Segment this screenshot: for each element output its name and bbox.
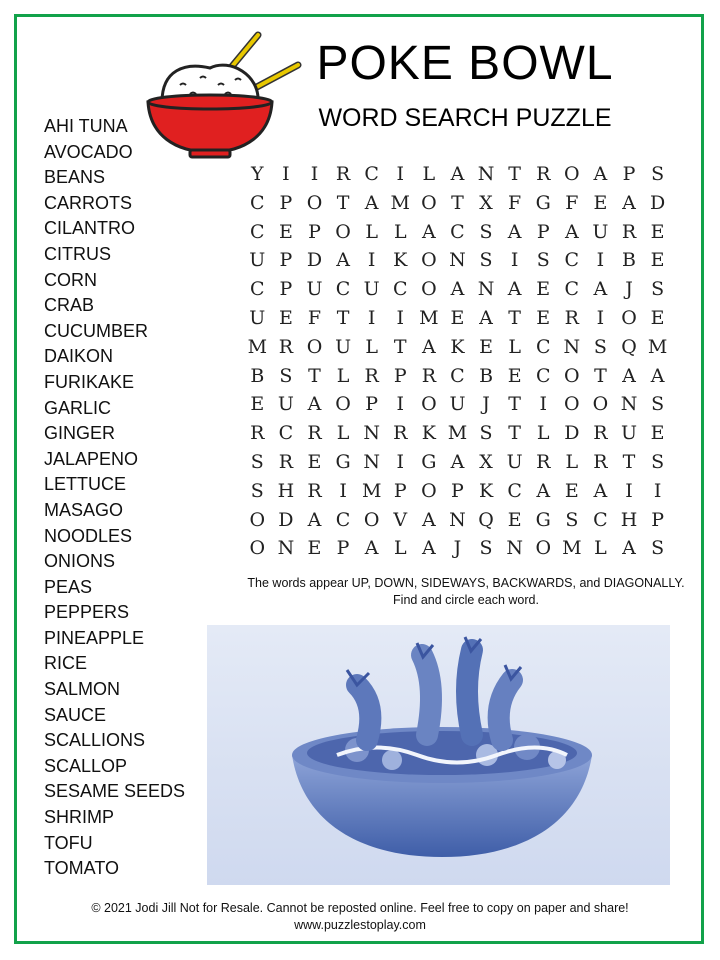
grid-letter[interactable]: E [507, 508, 522, 531]
grid-letter[interactable]: M [647, 335, 668, 358]
grid-letter[interactable]: P [622, 163, 636, 185]
grid-letter[interactable]: E [564, 479, 579, 502]
word-list-item: ONIONS [44, 551, 116, 572]
grid-letter[interactable]: P [393, 479, 407, 502]
grid-letter[interactable]: A [450, 163, 465, 185]
grid-letter[interactable]: O [421, 479, 437, 502]
grid-letter[interactable]: F [565, 191, 579, 214]
grid-letter[interactable]: X [479, 191, 493, 214]
grid-letter[interactable]: O [335, 220, 351, 243]
grid-letter[interactable]: L [336, 422, 350, 445]
grid-letter[interactable]: R [593, 450, 608, 473]
grid-letter[interactable]: T [451, 191, 464, 214]
grid-letter[interactable]: O [592, 393, 609, 416]
grid-letter[interactable]: S [565, 508, 579, 531]
grid-letter[interactable]: L [365, 220, 378, 243]
grid-letter[interactable]: A [307, 508, 322, 531]
grid-letter[interactable]: I [510, 249, 519, 272]
grid-letter[interactable]: I [339, 479, 347, 502]
grid-letter[interactable]: P [536, 220, 550, 243]
grid-letter[interactable]: O [535, 537, 552, 560]
word-list-item: CARROTS [44, 192, 133, 213]
word-list-item: CUCUMBER [44, 320, 149, 341]
grid-letter[interactable]: H [277, 479, 295, 502]
grid-letter[interactable]: E [479, 335, 493, 358]
grid-letter[interactable]: A [307, 393, 322, 416]
grid-letter[interactable]: T [336, 191, 350, 214]
grid-letter[interactable]: C [392, 278, 408, 301]
grid-letter[interactable]: K [393, 249, 408, 272]
word-list-item: CORN [44, 269, 97, 290]
grid-letter[interactable]: J [482, 393, 490, 416]
grid-letter[interactable]: N [477, 163, 495, 185]
grid-letter[interactable]: U [249, 306, 266, 329]
grid-letter[interactable]: O [564, 163, 580, 185]
word-list-item: DAIKON [44, 346, 114, 367]
grid-letter[interactable]: P [279, 249, 293, 272]
word-list-item: PINEAPPLE [44, 627, 145, 648]
grid-letter[interactable]: E [250, 393, 265, 416]
grid-letter[interactable]: N [620, 393, 638, 416]
grid-letter[interactable]: S [651, 278, 665, 301]
grid-letter[interactable]: M [419, 306, 439, 329]
grid-letter[interactable]: B [622, 249, 636, 272]
grid-letter[interactable]: R [307, 479, 322, 502]
grid-letter[interactable]: O [249, 508, 266, 531]
grid-letter[interactable]: A [564, 220, 579, 243]
copyright-text: © 2021 Jodi Jill Not for Resale. Cannot be reposted online. Feel free to copy on paper and share! [91, 901, 629, 915]
grid-letter[interactable]: S [593, 335, 607, 358]
grid-letter[interactable]: A [364, 537, 379, 560]
grid-letter[interactable]: I [396, 163, 405, 185]
grid-letter[interactable]: A [593, 479, 608, 502]
grid-letter[interactable]: G [335, 450, 351, 473]
footer [20, 900, 700, 934]
grid-letter[interactable]: I [396, 393, 405, 416]
grid-letter[interactable]: A [421, 508, 436, 531]
grid-letter[interactable]: A [507, 278, 522, 301]
grid-letter[interactable]: E [307, 537, 322, 560]
grid-letter[interactable]: T [622, 450, 636, 473]
grid-letter[interactable]: S [479, 249, 493, 272]
grid-letter[interactable]: H [620, 508, 638, 531]
grid-letter[interactable]: A [450, 450, 465, 473]
grid-letter[interactable]: I [625, 479, 633, 502]
grid-letter[interactable]: L [336, 364, 350, 387]
grid-letter[interactable]: U [506, 450, 523, 473]
word-list-item: TOMATO [44, 858, 120, 879]
word-list-item: PEAS [44, 576, 93, 597]
grid-letter[interactable]: E [650, 249, 665, 272]
word-list-item: SALMON [44, 679, 121, 700]
grid-letter[interactable]: L [365, 335, 378, 358]
word-list-item: PEPPERS [44, 602, 130, 623]
grid-letter[interactable]: R [278, 450, 294, 473]
grid-letter[interactable]: T [508, 163, 521, 185]
word-list-item: CITRUS [44, 243, 111, 264]
grid-letter[interactable]: A [507, 220, 522, 243]
instructions-line-2: Find and circle each word. [393, 593, 539, 607]
grid-letter[interactable]: N [277, 537, 295, 560]
grid-letter[interactable]: C [593, 508, 608, 531]
grid-letter[interactable]: U [621, 422, 638, 445]
grid-letter[interactable]: L [422, 163, 436, 185]
grid-letter[interactable]: C [335, 278, 351, 301]
word-list-item: MASAGO [44, 499, 124, 520]
grid-letter[interactable]: O [421, 249, 437, 272]
grid-letter[interactable]: S [479, 220, 493, 243]
grid-letter[interactable]: T [594, 364, 607, 387]
grid-letter[interactable]: E [307, 450, 322, 473]
grid-letter[interactable]: R [593, 422, 608, 445]
grid-letter[interactable]: C [507, 479, 522, 502]
grid-letter[interactable]: E [507, 364, 522, 387]
grid-letter[interactable]: O [564, 393, 580, 416]
grid-letter[interactable]: N [506, 537, 523, 560]
word-list-item: CRAB [44, 295, 95, 316]
letter-grid [243, 160, 675, 563]
grid-letter[interactable]: U [306, 278, 323, 301]
grid-letter[interactable]: S [479, 537, 493, 560]
grid-letter[interactable]: R [421, 364, 437, 387]
grid-letter[interactable]: C [335, 508, 351, 531]
grid-letter[interactable]: E [536, 306, 551, 329]
grid-letter[interactable]: P [279, 191, 293, 214]
word-list-item: LETTUCE [44, 474, 127, 495]
grid-letter[interactable]: A [622, 364, 636, 387]
word-list-item: SESAME SEEDS [44, 781, 186, 802]
grid-letter[interactable]: T [508, 422, 521, 445]
grid-letter[interactable]: A [650, 364, 665, 387]
grid-letter[interactable]: K [450, 335, 465, 358]
word-list-item: FURIKAKE [44, 371, 135, 392]
page-title: POKE BOWL [316, 37, 614, 90]
grid-letter[interactable]: V [393, 508, 408, 531]
grid-letter[interactable]: A [450, 278, 465, 301]
title-block [300, 38, 630, 133]
grid-letter[interactable]: N [363, 450, 380, 473]
grid-letter[interactable]: J [625, 278, 633, 301]
grid-letter[interactable]: C [535, 364, 551, 387]
grid-letter[interactable]: E [650, 220, 665, 243]
grid-letter[interactable]: S [651, 163, 665, 185]
grid-letter[interactable]: B [479, 364, 494, 387]
word-list-item: JALAPENO [44, 448, 139, 469]
grid-letter[interactable]: F [307, 306, 322, 329]
grid-letter[interactable]: K [478, 479, 494, 502]
grid-letter[interactable]: I [596, 306, 605, 329]
grid-letter[interactable]: U [277, 393, 294, 416]
word-list [44, 114, 214, 882]
grid-letter[interactable]: I [367, 306, 376, 329]
grid-letter[interactable]: J [453, 537, 462, 560]
grid-letter[interactable]: L [393, 220, 407, 243]
word-list-item: GINGER [44, 423, 116, 444]
grid-letter[interactable]: C [278, 422, 294, 445]
grid-letter[interactable]: T [508, 306, 521, 329]
instructions [236, 575, 696, 609]
grid-letter[interactable]: P [279, 278, 293, 301]
grid-letter[interactable]: C [450, 220, 465, 243]
grid-letter[interactable]: I [396, 450, 405, 473]
grid-letter[interactable]: N [449, 508, 466, 531]
grid-letter[interactable]: A [622, 537, 636, 560]
grid-letter[interactable]: E [650, 422, 665, 445]
grid-letter[interactable]: E [593, 191, 608, 214]
grid-letter[interactable]: A [536, 479, 551, 502]
word-list-item: BEANS [44, 167, 106, 188]
grid-letter[interactable]: R [621, 220, 637, 243]
grid-letter[interactable]: C [450, 364, 465, 387]
grid-letter[interactable]: F [508, 191, 522, 214]
grid-letter[interactable]: A [364, 191, 379, 214]
grid-letter[interactable]: R [393, 422, 408, 445]
grid-letter[interactable]: I [282, 163, 290, 185]
word-list-item: NOODLES [44, 525, 133, 546]
grid-letter[interactable]: I [310, 163, 319, 185]
grid-letter[interactable]: D [564, 422, 580, 445]
word-list-item: SCALLIONS [44, 730, 146, 751]
grid-letter[interactable]: I [367, 249, 376, 272]
grid-letter[interactable]: C [364, 163, 379, 185]
grid-letter[interactable]: G [535, 508, 551, 531]
grid-letter[interactable]: P [451, 479, 464, 502]
grid-letter[interactable]: X [479, 450, 493, 473]
grid-letter[interactable]: R [250, 422, 265, 445]
grid-letter[interactable]: A [593, 163, 608, 185]
grid-letter[interactable]: G [421, 450, 437, 473]
grid-letter[interactable]: C [564, 278, 580, 301]
grid-letter[interactable]: P [336, 537, 350, 560]
grid-letter[interactable]: L [594, 537, 607, 560]
grid-letter[interactable]: E [278, 306, 293, 329]
grid-letter[interactable]: O [421, 191, 437, 214]
word-list-item: AHI TUNA [44, 116, 128, 136]
grid-letter[interactable]: O [421, 393, 437, 416]
word-list-item: SHRIMP [44, 807, 115, 828]
grid-letter[interactable]: P [393, 364, 407, 387]
grid-letter[interactable]: L [565, 450, 579, 473]
grid-letter[interactable]: L [508, 335, 521, 358]
grid-letter[interactable]: C [250, 220, 265, 243]
word-list-item: SCALLOP [44, 755, 128, 776]
grid-letter[interactable]: R [536, 163, 551, 185]
grid-letter[interactable]: A [622, 191, 636, 214]
grid-letter[interactable]: E [536, 278, 551, 301]
grid-letter[interactable]: N [449, 249, 466, 272]
grid-letter[interactable]: L [393, 537, 407, 560]
grid-letter[interactable]: I [396, 306, 405, 329]
grid-letter[interactable]: A [421, 335, 436, 358]
grid-letter[interactable]: R [335, 163, 351, 185]
grid-letter[interactable]: K [421, 422, 436, 445]
grid-letter[interactable]: T [508, 393, 521, 416]
grid-letter[interactable]: I [653, 479, 662, 502]
grid-letter[interactable]: U [449, 393, 466, 416]
grid-letter[interactable]: Q [621, 335, 637, 358]
grid-letter[interactable]: O [249, 537, 266, 560]
grid-letter[interactable]: I [596, 249, 605, 272]
grid-letter[interactable]: S [651, 450, 665, 473]
grid-letter[interactable]: B [250, 364, 265, 387]
grid-letter[interactable]: D [306, 249, 323, 272]
word-list-item: AVOCADO [44, 141, 133, 162]
grid-letter[interactable]: N [563, 335, 581, 358]
grid-letter[interactable]: P [651, 508, 664, 531]
grid-letter[interactable]: C [564, 249, 580, 272]
grid-letter[interactable]: U [335, 335, 352, 358]
website-link[interactable]: www.puzzlestoplay.com [294, 918, 426, 932]
instructions-line-1: The words appear UP, DOWN, SIDEWAYS, BACKWARDS, and DIAGONALLY. [247, 576, 685, 590]
grid-letter[interactable]: P [365, 393, 379, 416]
grid-letter[interactable]: R [536, 450, 551, 473]
grid-letter[interactable]: O [363, 508, 380, 531]
grid-letter[interactable]: C [535, 335, 551, 358]
grid-letter[interactable]: A [421, 220, 436, 243]
grid-letter[interactable]: A [593, 278, 608, 301]
grid-letter[interactable]: C [250, 278, 265, 301]
grid-letter[interactable]: D [278, 508, 294, 531]
grid-letter[interactable]: M [447, 422, 468, 445]
grid-letter[interactable]: T [393, 335, 407, 358]
grid-letter[interactable]: O [306, 191, 323, 214]
grid-letter[interactable]: T [308, 364, 321, 387]
word-list-item: TOFU [44, 832, 93, 853]
grid-letter[interactable]: A [421, 537, 436, 560]
grid-letter[interactable]: I [539, 393, 547, 416]
grid-letter[interactable]: P [308, 220, 321, 243]
grid-letter[interactable]: U [592, 220, 609, 243]
grid-letter[interactable]: M [247, 335, 268, 358]
grid-letter[interactable]: U [363, 278, 380, 301]
grid-letter[interactable]: N [477, 278, 495, 301]
grid-letter[interactable]: S [279, 364, 293, 387]
grid-letter[interactable]: S [651, 393, 665, 416]
grid-letter[interactable]: R [307, 422, 322, 445]
grid-letter[interactable]: G [535, 191, 551, 214]
grid-letter[interactable]: S [250, 479, 264, 502]
grid-letter[interactable]: O [621, 306, 637, 329]
grid-letter[interactable]: U [249, 249, 266, 272]
word-list-item: SAUCE [44, 704, 107, 725]
grid-letter[interactable]: Q [478, 508, 494, 531]
grid-letter[interactable]: L [536, 422, 550, 445]
grid-letter[interactable]: A [479, 306, 493, 329]
grid-letter[interactable]: M [390, 191, 410, 214]
word-list-item: RICE [44, 653, 88, 674]
grid-letter[interactable]: S [250, 450, 264, 473]
grid-letter[interactable]: Y [251, 163, 264, 185]
grid-letter[interactable]: S [651, 537, 665, 560]
grid-letter[interactable]: D [649, 191, 666, 214]
grid-letter[interactable]: O [306, 335, 323, 358]
grid-letter[interactable]: A [336, 249, 350, 272]
grid-letter[interactable]: T [336, 306, 350, 329]
grid-letter[interactable]: S [479, 422, 493, 445]
grid-letter[interactable]: C [250, 191, 265, 214]
grid-letter[interactable]: O [335, 393, 351, 416]
grid-letter[interactable]: R [278, 335, 294, 358]
grid-letter[interactable]: O [421, 278, 437, 301]
grid-letter[interactable]: E [450, 306, 465, 329]
grid-letter[interactable]: R [364, 364, 379, 387]
grid-letter[interactable]: O [564, 364, 580, 387]
grid-letter[interactable]: M [361, 479, 382, 502]
shrimp-poke-bowl-photo [207, 625, 670, 885]
grid-letter[interactable]: M [562, 537, 582, 560]
page-subtitle: WORD SEARCH PUZZLE [318, 104, 612, 132]
grid-letter[interactable]: R [564, 306, 579, 329]
grid-letter[interactable]: E [650, 306, 665, 329]
grid-letter[interactable]: N [363, 422, 380, 445]
word-list-item: CILANTRO [44, 218, 136, 239]
word-list-item: GARLIC [44, 397, 112, 418]
grid-letter[interactable]: E [278, 220, 293, 243]
grid-letter[interactable]: S [536, 249, 550, 272]
